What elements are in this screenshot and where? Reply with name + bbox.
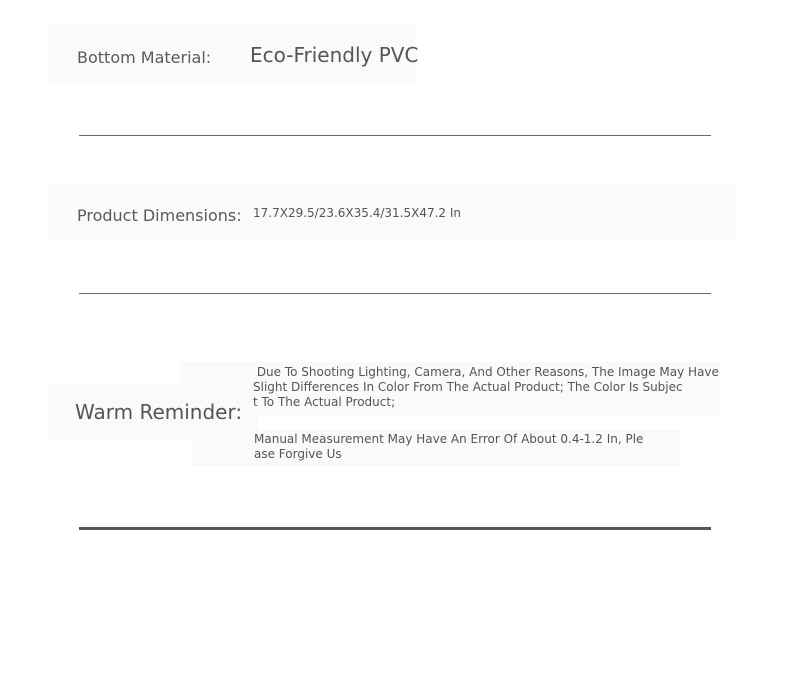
bottom-material-label: Bottom Material: <box>77 48 212 67</box>
bottom-material-value: Eco-Friendly PVC <box>250 43 419 67</box>
note2-line-1: Manual Measurement May Have An Error Of About 0.4-1.2 In, Ple <box>254 432 644 446</box>
note1-line-2: Slight Differences In Color From The Actual Product; The Color Is Subjec <box>253 380 683 394</box>
product-dimensions-label: Product Dimensions: <box>77 206 242 225</box>
divider-2 <box>79 293 711 294</box>
warm-reminder-note-measurement <box>254 432 643 462</box>
note1-line-3: t To The Actual Product; <box>253 395 396 409</box>
product-dimensions-value: 17.7X29.5/23.6X35.4/31.5X47.2 In <box>253 206 462 220</box>
warm-reminder-note-color <box>253 365 719 410</box>
divider-1 <box>79 135 711 136</box>
note1-line-1: Due To Shooting Lighting, Camera, And Other Reasons, The Image May Have <box>253 365 719 379</box>
divider-3 <box>79 527 711 530</box>
note2-line-2: ase Forgive Us <box>254 447 342 461</box>
warm-reminder-label: Warm Reminder: <box>75 400 243 424</box>
